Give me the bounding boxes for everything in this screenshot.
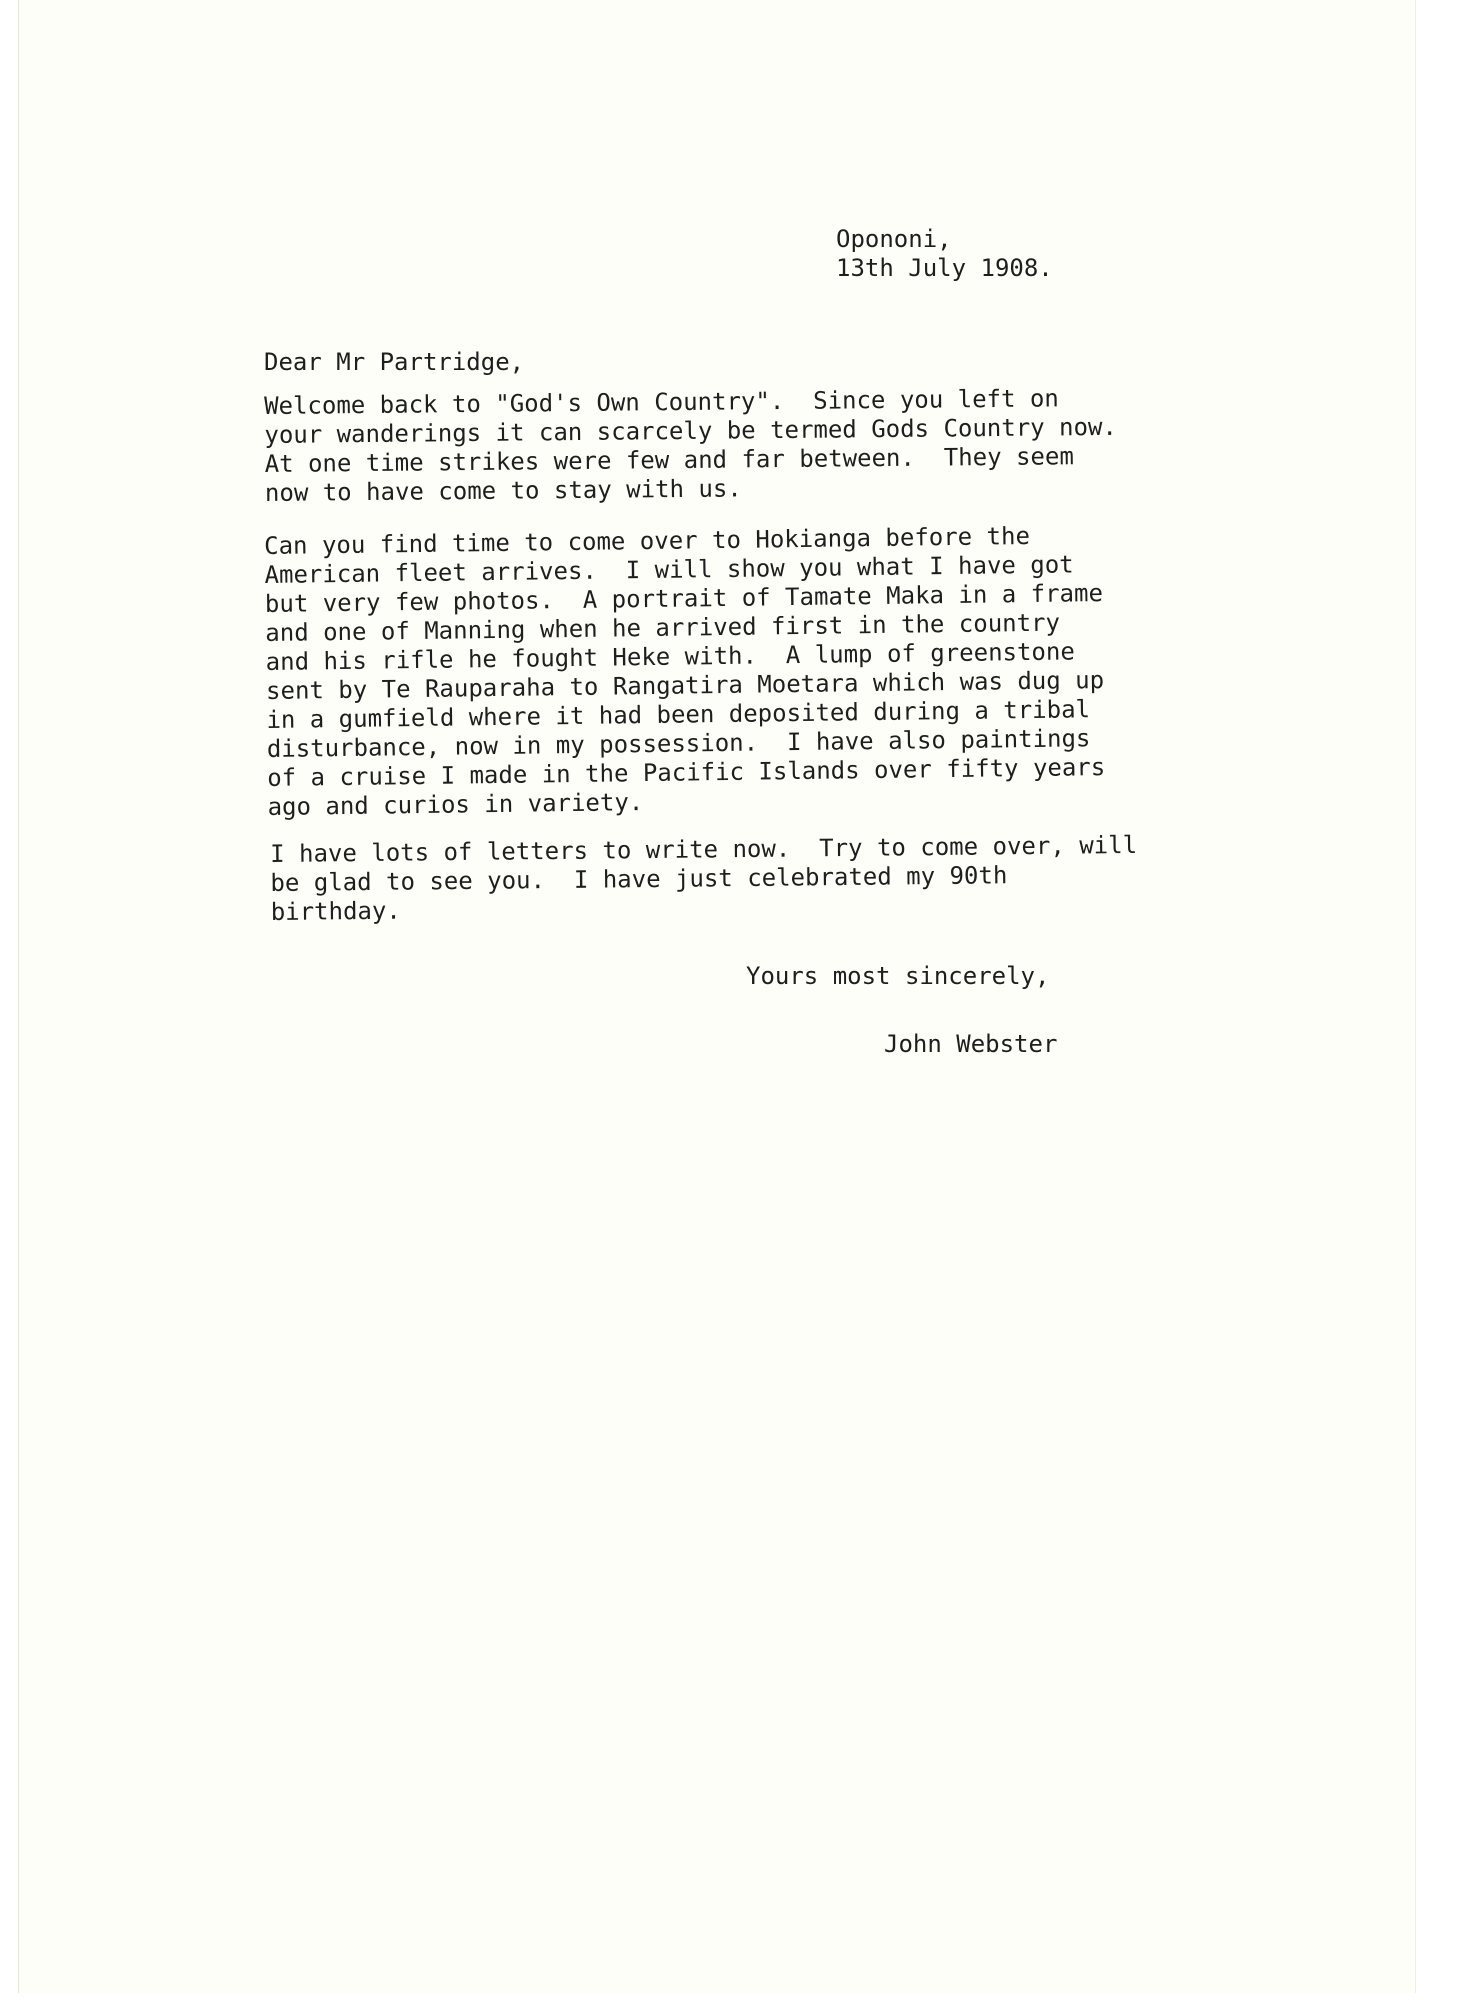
paragraph-line: and his rifle he fought Heke with. A lump of greenstone [265,637,1075,676]
paragraph-line: ago and curios in variety. [267,788,644,821]
paragraph-line: in a gumfield where it had been deposited during a tribal [266,695,1091,734]
letter-signature: John Webster [884,1030,1058,1058]
paragraph-line: but very few photos. A portrait of Tamate Maka in a frame [264,579,1104,618]
letter-date: 13th July 1908. [836,254,1053,282]
letter-page [18,0,1416,1993]
paragraph-line: disturbance, now in my possession. I have also paintings [266,724,1091,763]
paragraph-line: of a cruise I made in the Pacific Islands over fifty years [267,753,1106,792]
paragraph-line: birthday. [270,896,401,926]
paragraph-line: now to have come to stay with us. [264,474,742,507]
paragraph-1 [264,384,1118,508]
letter-salutation: Dear Mr Partridge, [264,348,525,376]
paragraph-line: At one time strikes were few and far between. They seem [264,442,1074,478]
letter-closing: Yours most sincerely, [746,962,1050,990]
paragraph-line: Welcome back to "God's Own Country". Since you left on [264,384,1059,420]
paragraph-line: I have lots of letters to write now. Try to come over, will [270,830,1138,868]
paragraph-line: your wanderings it can scarcely be termed Gods Country now. [264,412,1118,449]
paragraph-line: Can you find time to come over to Hokianga before the [264,521,1031,560]
letter-place: Opononi, [836,225,952,253]
paragraph-3 [270,831,1138,927]
paragraph-line: and one of Manning when he arrived first in the country [265,608,1061,647]
paragraph-line: American fleet arrives. I will show you what I have got [264,550,1074,589]
paragraph-line: be glad to see you. I have just celebrated my 90th [270,861,1008,897]
paragraph-2 [264,521,1106,822]
paragraph-line: sent by Te Rauparaha to Rangatira Moetara which was dug up [265,666,1105,705]
